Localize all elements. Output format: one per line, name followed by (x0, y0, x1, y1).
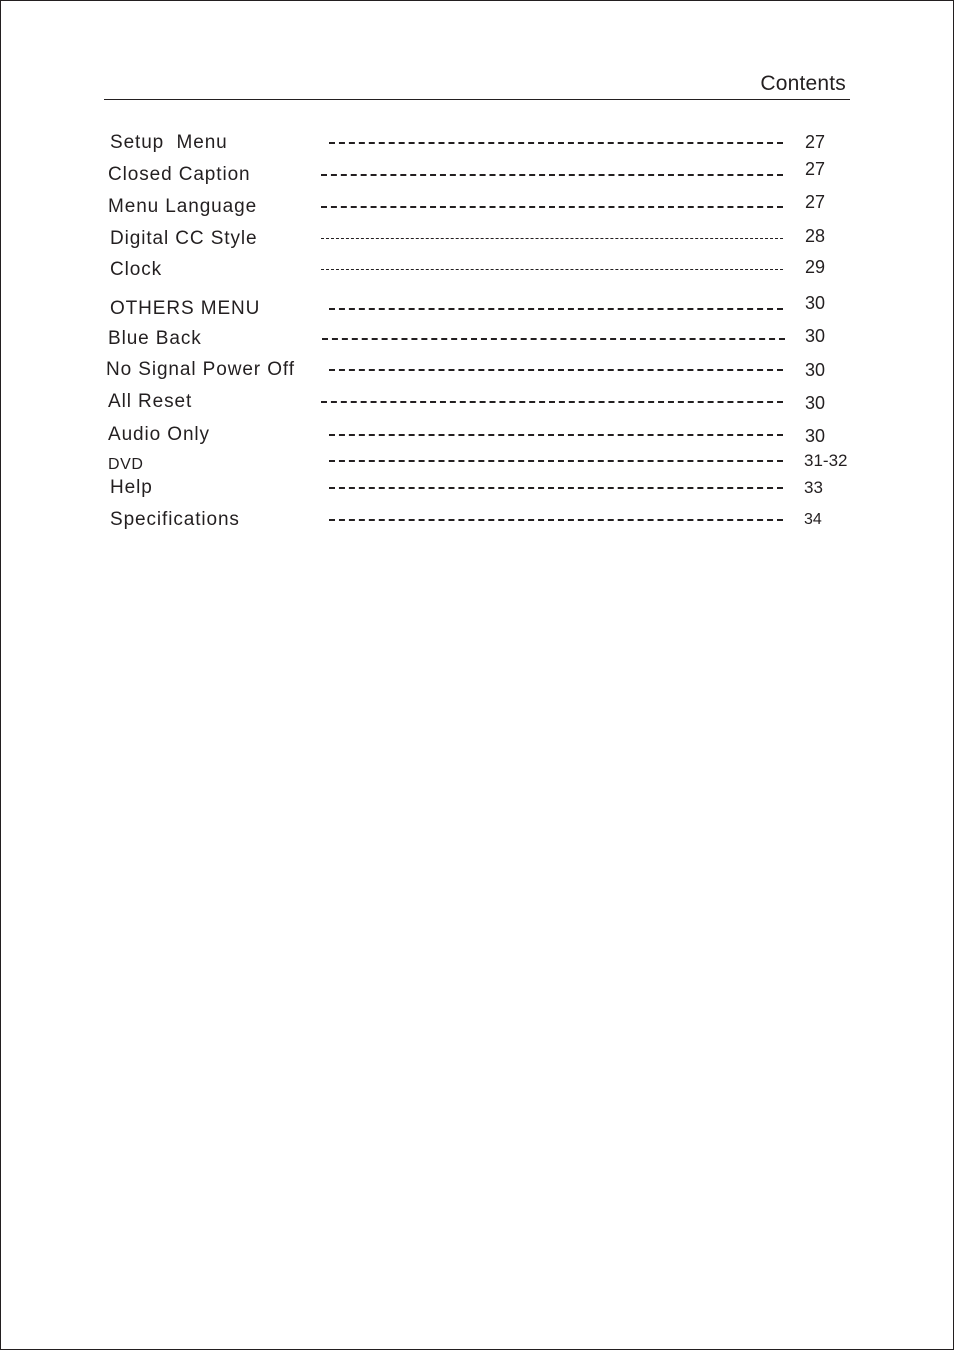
toc-leader-dots (329, 308, 783, 310)
toc-entry-page: 27 (805, 192, 826, 212)
toc-entry-page: 30 (805, 360, 826, 380)
toc-entry-label: Setup Menu (110, 132, 228, 153)
toc-leader-dots (329, 487, 783, 489)
toc-entry-label: Specifications (110, 509, 240, 530)
toc-entry-label: DVD (108, 456, 144, 473)
toc-leader-dots (321, 269, 783, 270)
page-title: Contents (760, 72, 846, 95)
toc-leader-dots (329, 460, 783, 462)
toc-entry-label: OTHERS MENU (110, 298, 261, 319)
toc-entry[interactable] (0, 192, 954, 219)
toc-entry[interactable] (0, 358, 954, 382)
toc-entry-page: 27 (805, 159, 826, 179)
toc-entry-label: Closed Caption (108, 164, 251, 185)
toc-entry-label: Audio Only (108, 424, 210, 445)
toc-leader-dots (329, 369, 783, 371)
toc-entry-page: 29 (805, 257, 826, 277)
toc-entry-page: 31-32 (804, 451, 848, 470)
toc-entry-label: All Reset (108, 391, 193, 412)
toc-entry[interactable] (0, 293, 954, 321)
toc-entry[interactable] (0, 476, 954, 500)
toc-entry-page: 30 (805, 326, 826, 346)
toc-entry[interactable] (0, 327, 954, 351)
toc-entry-page: 30 (805, 293, 826, 313)
toc-entry-page: 28 (805, 226, 826, 246)
toc-entry-page: 27 (805, 132, 826, 152)
toc-entry[interactable] (0, 258, 954, 282)
toc-entry[interactable] (0, 131, 954, 155)
toc-entry-label: Clock (110, 259, 163, 280)
toc-leader-dots (329, 434, 783, 436)
toc-entry-label: Digital CC Style (110, 228, 258, 249)
toc-leader-dots (329, 519, 783, 521)
toc-entry[interactable] (0, 159, 954, 187)
toc-leader-dots (321, 238, 783, 239)
toc-entry[interactable] (0, 227, 954, 251)
toc-entry[interactable] (0, 423, 954, 447)
toc-entry-page: 30 (805, 426, 826, 446)
toc-entry-page: 33 (804, 478, 823, 497)
toc-entry-page: 30 (805, 393, 826, 413)
toc-leader-dots (321, 206, 783, 208)
toc-leader-dots (321, 401, 783, 403)
toc-entry-label: Blue Back (108, 328, 202, 349)
toc-entry[interactable] (0, 453, 954, 477)
toc-entry[interactable] (0, 390, 954, 414)
toc-leader-dots (321, 174, 783, 176)
toc-leader-dots (329, 142, 783, 144)
toc-leader-dots (322, 338, 785, 340)
toc-entry[interactable] (0, 508, 954, 532)
toc-entry-label: No Signal Power Off (106, 359, 295, 380)
toc-entry-label: Help (110, 477, 153, 498)
toc-entry-page: 34 (804, 511, 822, 528)
header-rule (104, 99, 850, 100)
toc-entry-label: Menu Language (108, 196, 258, 217)
